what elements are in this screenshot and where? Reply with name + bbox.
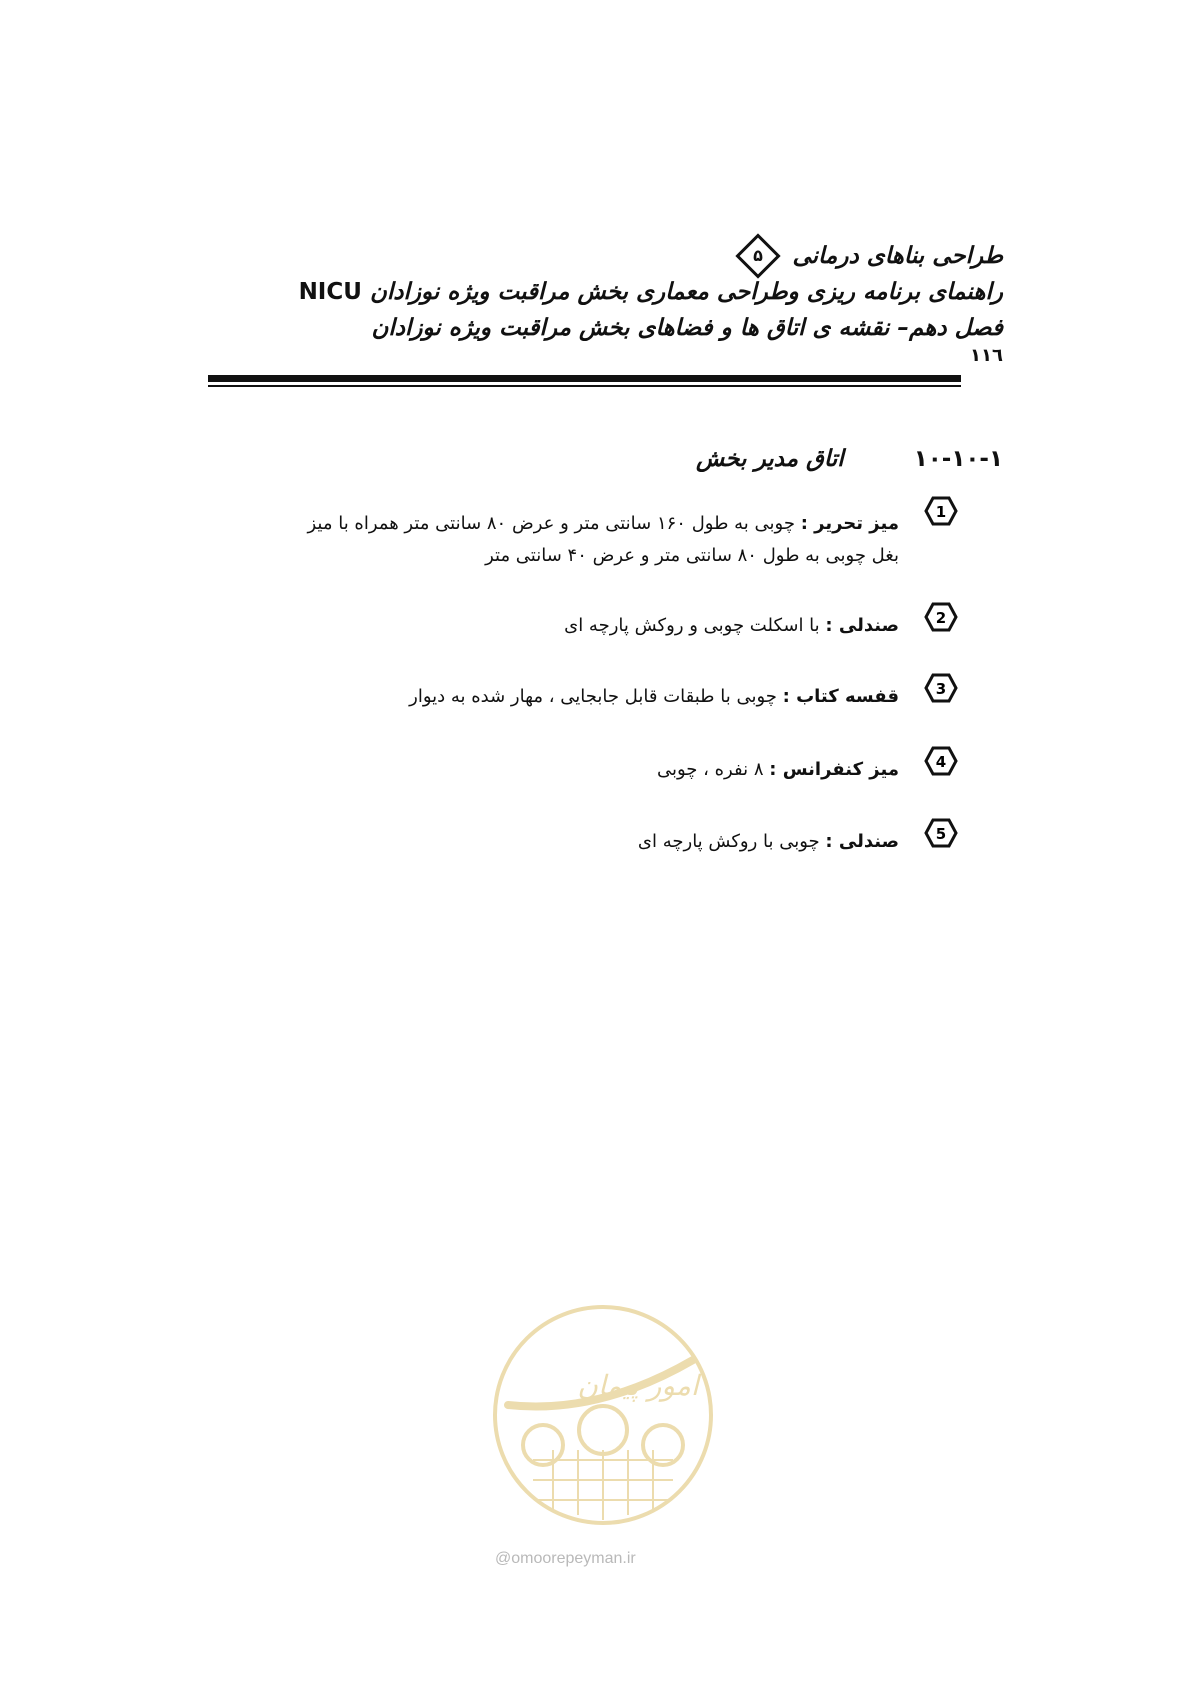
section-heading — [696, 446, 1003, 472]
book-title-line — [203, 238, 1003, 274]
svg-text:1: 1 — [935, 503, 947, 521]
page-number: ۱۱٦ — [970, 345, 1003, 366]
svg-text:4: 4 — [935, 753, 947, 771]
header-rule-thin — [208, 385, 961, 387]
marker-2-icon — [924, 602, 958, 632]
document-header — [203, 238, 1003, 366]
item-2 — [564, 610, 899, 642]
marker-1-icon — [924, 496, 958, 526]
marker-4-icon — [924, 746, 958, 776]
marker-5-icon — [924, 818, 958, 848]
item-2-label: صندلی : — [825, 615, 899, 636]
item-1-text: چوبی به طول ۱۶۰ سانتی متر و عرض ۸۰ سانتی متر همراه با میز بغل چوبی به طول ۸۰ سانتی متر و عرض ۴۰ سانتی متر — [307, 513, 899, 566]
item-3-label: قفسه کتاب : — [782, 686, 899, 707]
guide-title-line — [203, 274, 1003, 310]
item-5 — [638, 826, 899, 858]
chapter-title: فصل دهم– نقشه ی اتاق ها و فضاهای بخش مراقبت ویژه نوزادان — [371, 315, 1003, 341]
svg-text:2: 2 — [935, 609, 947, 627]
item-1-label: میز تحریر : — [800, 513, 899, 534]
item-4-label: میز کنفرانس : — [769, 759, 899, 780]
item-4 — [657, 754, 899, 786]
volume-badge — [736, 233, 781, 278]
watermark-url: @omoorepeyman.ir — [495, 1550, 636, 1567]
svg-text:5: 5 — [935, 825, 947, 843]
marker-3-icon — [924, 673, 958, 703]
item-2-text: با اسکلت چوبی و روکش پارچه ای — [564, 615, 820, 636]
volume-number: ۵ — [753, 246, 764, 265]
section-title: اتاق مدیر بخش — [695, 446, 844, 472]
svg-text:3: 3 — [935, 680, 947, 698]
guide-title-suffix: NICU — [298, 279, 362, 305]
watermark-logo — [488, 1300, 718, 1530]
item-1 — [289, 508, 899, 572]
book-title: طراحی بناهای درمانی — [792, 243, 1003, 269]
item-5-label: صندلی : — [825, 831, 899, 852]
guide-title: راهنمای برنامه ریزی وطراحی معماری بخش مراقبت ویژه نوزادان — [369, 279, 1003, 305]
header-rule-thick — [208, 375, 961, 382]
item-5-text: چوبی با روکش پارچه ای — [637, 831, 820, 852]
section-number: ۱۰-۱۰-۱ — [913, 446, 1003, 472]
svg-text:امور پیمان: امور پیمان — [577, 1369, 699, 1402]
item-3-text: چوبی با طبقات قابل جابجایی ، مهار شده به دیوار — [409, 686, 777, 707]
item-4-text: ۸ نفره ، چوبی — [656, 759, 764, 780]
item-3 — [409, 681, 899, 713]
